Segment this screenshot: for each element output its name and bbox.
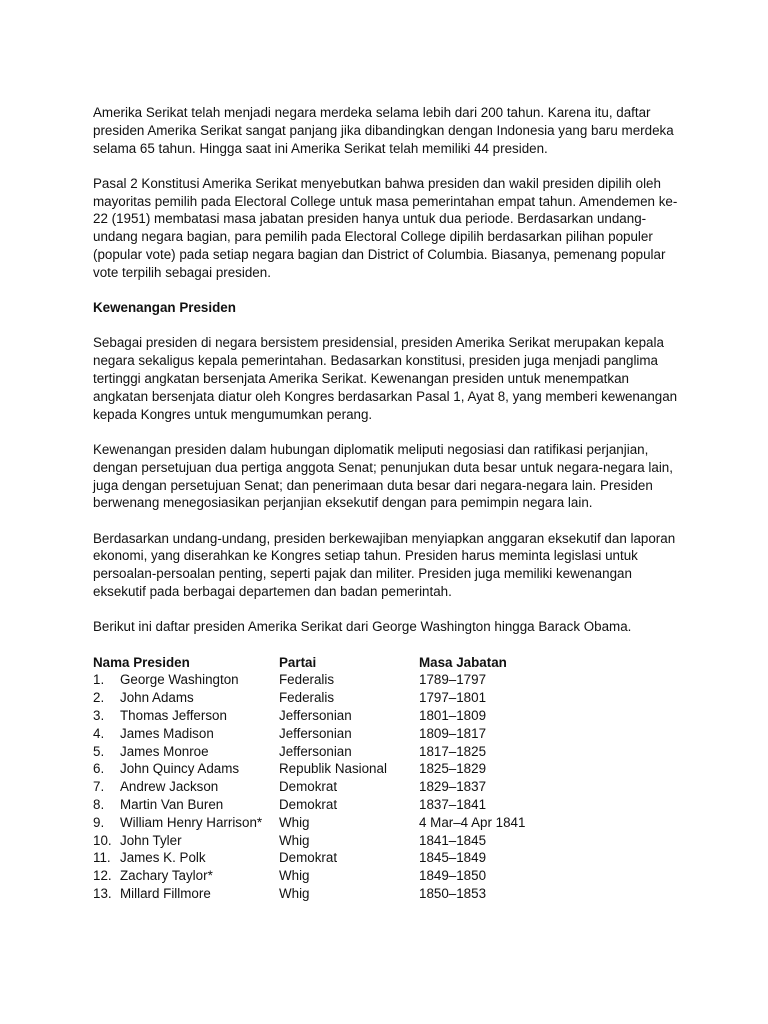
row-number: 9.: [93, 814, 105, 830]
row-term: 1817–1825: [419, 743, 487, 759]
row-term: 1849–1850: [419, 868, 487, 884]
row-party: Demokrat: [279, 797, 338, 812]
table-header-row: [93, 654, 683, 672]
row-number: 12.: [93, 868, 112, 884]
table-row: [93, 885, 683, 903]
header-party: Partai: [279, 654, 317, 670]
row-name: George Washington: [120, 672, 239, 688]
row-party: Demokrat: [279, 779, 338, 795]
table-row: [93, 671, 683, 689]
row-term: 4 Mar–4 Apr 1841: [419, 814, 526, 830]
row-term: 1789–1797: [419, 672, 487, 688]
row-number: 2.: [93, 690, 105, 706]
table-row: [93, 867, 683, 885]
president-table: [93, 654, 683, 903]
row-term: 1845–1849: [419, 850, 487, 866]
row-number: 4.: [93, 725, 105, 741]
row-name: Millard Fillmore: [120, 885, 211, 901]
table-row: [93, 814, 683, 832]
row-number: 1.: [93, 672, 105, 688]
document-page: [93, 104, 683, 903]
row-number: 7.: [93, 779, 105, 795]
intro-paragraph-2: Pasal 2 Konstitusi Amerika Serikat menyebutkan bahwa presiden dan wakil presiden dipilih oleh mayoritas pemilih pada Electoral College untuk masa pemerintahan empat tahun. Amendemen ke-22 (1951) membatasi masa jabatan presiden hanya untuk dua periode. Berdasarkan undang-undang negara bagian, para pemilih pada Electoral College dipilih berdasarkan pilihan populer (popular vote) pada setiap negara bagian dan District of Columbia. Biasanya, pemenang popular vote terpilih sebagai presiden.: [93, 175, 678, 280]
row-name: James Monroe: [120, 743, 209, 759]
row-name: John Tyler: [120, 832, 182, 848]
row-term: 1797–1801: [419, 690, 487, 706]
row-party: Whig: [279, 832, 310, 848]
section-paragraph-4: Berikut ini daftar presiden Amerika Serikat dari George Washington hingga Barack Obama.: [93, 619, 632, 635]
row-name: James K. Polk: [120, 850, 206, 866]
row-number: 3.: [93, 708, 105, 724]
header-term: Masa Jabatan: [419, 654, 507, 670]
section-heading: Kewenangan Presiden: [93, 300, 236, 316]
row-number: 8.: [93, 797, 105, 812]
table-row: [93, 707, 683, 725]
header-name: Nama Presiden: [93, 654, 190, 670]
table-row: [93, 689, 683, 707]
table-row: [93, 832, 683, 850]
row-party: Federalis: [279, 690, 335, 706]
row-name: John Quincy Adams: [120, 761, 240, 777]
row-term: 1809–1817: [419, 725, 487, 741]
row-term: 1825–1829: [419, 761, 487, 777]
row-number: 6.: [93, 761, 105, 777]
row-party: Whig: [279, 885, 310, 901]
row-name: Thomas Jefferson: [120, 708, 227, 724]
row-party: Jeffersonian: [279, 725, 352, 741]
table-row: [93, 743, 683, 761]
row-name: Zachary Taylor*: [120, 868, 213, 884]
intro-paragraph-1: Amerika Serikat telah menjadi negara merdeka selama lebih dari 200 tahun. Karena itu, daftar presiden Amerika Serikat sangat panjang jika dibandingkan dengan Indonesia yang baru merdeka selama 65 tahun. Hingga saat ini Amerika Serikat telah memiliki 44 presiden.: [93, 105, 674, 156]
table-row: [93, 760, 683, 778]
row-party: Jeffersonian: [279, 708, 352, 724]
table-row: [93, 849, 683, 867]
row-name: James Madison: [120, 725, 214, 741]
row-term: 1850–1853: [419, 885, 487, 901]
row-number: 13.: [93, 885, 112, 901]
row-number: 11.: [93, 850, 111, 866]
table-row: [93, 778, 683, 796]
section-paragraph-3: Berdasarkan undang-undang, presiden berkewajiban menyiapkan anggaran eksekutif dan laporan ekonomi, yang diserahkan ke Kongres setiap tahun. Presiden harus meminta legislasi untuk persoalan-persoalan penting, seperti pajak dan militer. Presiden juga memiliki kewenangan eksekutif pada berbagai departemen dan badan pemerintah.: [93, 530, 676, 600]
section-paragraph-2: Kewenangan presiden dalam hubungan diplomatik meliputi negosiasi dan ratifikasi perjanjian, dengan persetujuan dua pertiga anggota Senat; penunjukan duta besar untuk negara-negara lain, juga dengan persetujuan Senat; dan penerimaan duta besar dari negara-negara lain. Presiden berwenang menegosiasikan perjanjian eksekutif dengan para pemimpin negara lain.: [93, 441, 673, 511]
row-party: Demokrat: [279, 850, 338, 866]
row-number: 5.: [93, 743, 105, 759]
row-party: Whig: [279, 868, 310, 884]
row-term: 1841–1845: [419, 832, 487, 848]
row-name: Martin Van Buren: [120, 797, 224, 812]
row-party: Federalis: [279, 672, 335, 688]
table-body: [93, 671, 683, 902]
row-name: John Adams: [120, 690, 194, 706]
row-term: 1837–1841: [419, 797, 487, 812]
table-row: [93, 725, 683, 743]
row-name: Andrew Jackson: [120, 779, 219, 795]
row-party: Republik Nasional: [279, 761, 387, 777]
table-row: [93, 796, 683, 814]
row-party: Jeffersonian: [279, 743, 352, 759]
row-number: 10.: [93, 832, 112, 848]
row-term: 1829–1837: [419, 779, 487, 795]
section-paragraph-1: Sebagai presiden di negara bersistem presidensial, presiden Amerika Serikat merupakan kepala negara sekaligus kepala pemerintahan. Bedasarkan konstitusi, presiden juga menjadi panglima tertinggi angkatan bersenjata Amerika Serikat. Kewenangan presiden untuk menempatkan angkatan bersenjata diatur oleh Kongres berdasarkan Pasal 1, Ayat 8, yang memberi kewenangan kepada Kongres untuk mengumumkan perang.: [93, 335, 678, 422]
row-name: William Henry Harrison*: [120, 814, 263, 830]
row-party: Whig: [279, 814, 310, 830]
row-term: 1801–1809: [419, 708, 487, 724]
